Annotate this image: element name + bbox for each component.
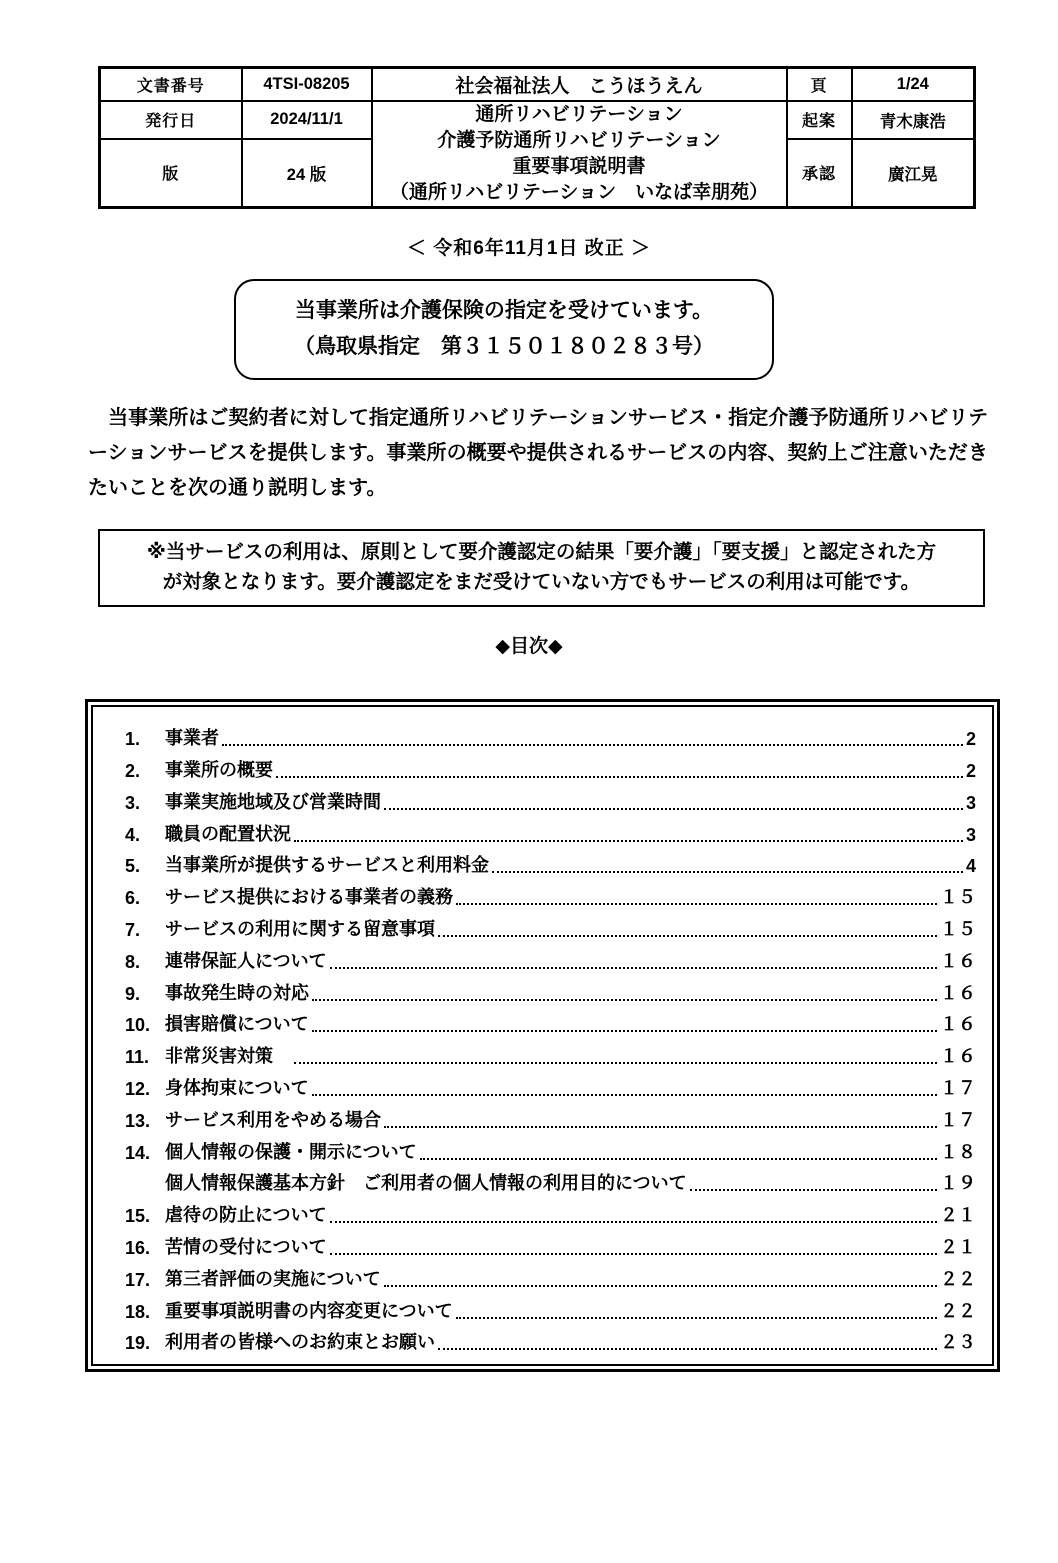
dot-leader [456, 903, 937, 905]
toc-item-13 [125, 1100, 976, 1132]
document-title-line4: （通所リハビリテーション いなば幸朋苑） [389, 181, 769, 203]
dot-leader [690, 1189, 937, 1191]
toc-item-number: 12. [125, 1079, 151, 1100]
toc-item-page: 4 [965, 856, 976, 877]
toc-item-19 [125, 1323, 976, 1355]
document-title-line1: 通所リハビリテーション [475, 103, 683, 125]
toc-item-10 [125, 1005, 976, 1037]
insurance-designation-box [234, 279, 774, 380]
toc-item-label: 職員の配置状況 [165, 823, 291, 844]
dot-leader [420, 1158, 937, 1160]
revision-date-line: ＜ 令和6年11月1日 改正 ＞ [406, 237, 652, 259]
version-label: 版 [100, 139, 242, 207]
toc-item-16 [125, 1227, 976, 1259]
toc-item-number: 6. [125, 888, 141, 909]
dot-leader [438, 935, 937, 937]
dot-leader [294, 840, 963, 842]
document-header-table [98, 66, 976, 209]
dot-leader [492, 871, 963, 873]
toc-item-label: 事業所の概要 [165, 760, 273, 781]
toc-item-4 [125, 814, 976, 846]
organization-name: 社会福祉法人 こうほうえん [372, 68, 787, 101]
dot-leader [294, 1062, 937, 1064]
version-value: 24 版 [242, 139, 372, 207]
dot-leader [438, 1348, 937, 1350]
toc-item-label: 事業実施地域及び営業時間 [165, 791, 381, 812]
dot-leader [330, 1253, 937, 1255]
toc-item-page: ２１ [940, 1205, 976, 1226]
dot-leader [312, 1030, 937, 1032]
toc-item-label: サービス提供における事業者の義務 [165, 887, 453, 908]
toc-item-15 [125, 1195, 976, 1227]
toc-item-page: ２２ [940, 1300, 976, 1321]
toc-box [85, 699, 1000, 1373]
toc-item-number: 9. [125, 983, 141, 1004]
toc-item-number: 7. [125, 920, 141, 941]
approver-name: 廣江晃 [852, 139, 975, 207]
toc-item-1 [125, 719, 976, 751]
toc-item-page: ２２ [940, 1268, 976, 1289]
toc-item-label: サービスの利用に関する留意事項 [165, 919, 435, 940]
toc-item-number: 8. [125, 951, 141, 972]
toc-item-number: 13. [125, 1110, 151, 1131]
dot-leader [384, 808, 963, 810]
dot-leader [330, 967, 937, 969]
toc-item-11 [125, 1036, 976, 1068]
issue-date-value: 2024/11/1 [242, 101, 372, 140]
toc-item-label: 第三者評価の実施について [165, 1268, 381, 1289]
toc-item-page: ２１ [940, 1237, 976, 1258]
toc-item-label: 虐待の防止について [165, 1205, 327, 1226]
eligibility-notice-box [98, 529, 985, 607]
toc-item-page: 3 [965, 824, 976, 845]
toc-item-label: サービス利用をやめる場合 [165, 1109, 381, 1130]
toc-item-label: 非常災害対策 [165, 1046, 291, 1067]
toc-item-page: １６ [940, 982, 976, 1003]
toc-item-page: 3 [965, 792, 976, 813]
toc-item-label: 重要事項説明書の内容変更について [165, 1300, 453, 1321]
toc-item-14 [125, 1132, 976, 1164]
toc-item-17 [125, 1259, 976, 1291]
toc-item-number: 14. [125, 1142, 151, 1163]
doc-number-label: 文書番号 [100, 68, 242, 101]
toc-item-number: 10. [125, 1015, 151, 1036]
toc-item-number: 15. [125, 1206, 151, 1227]
toc-item-label: 利用者の皆様へのお約束とお願い [165, 1332, 435, 1353]
toc-item-label: 事業者 [165, 728, 219, 749]
issue-date-label: 発行日 [100, 101, 242, 140]
page-label: 頁 [787, 68, 852, 101]
toc-item-page: １８ [940, 1141, 976, 1162]
document-title-cell [372, 101, 787, 208]
toc-item-label: 身体拘束について [165, 1078, 309, 1099]
toc-item-12 [125, 1068, 976, 1100]
toc-item-page: １７ [940, 1109, 976, 1130]
toc-item-page: １５ [940, 887, 976, 908]
dot-leader [384, 1285, 937, 1287]
draft-author: 青木康浩 [852, 101, 975, 140]
eligibility-notice-line2: が対象となります。要介護認定をまだ受けていない方でもサービスの利用は可能です。 [162, 570, 921, 593]
draft-label: 起案 [787, 101, 852, 140]
toc-heading: ◆目次◆ [495, 635, 563, 657]
dot-leader [384, 1126, 937, 1128]
toc-item-label: 苦情の受付について [165, 1237, 327, 1258]
eligibility-notice-line1: ※当サービスの利用は、原則として要介護認定の結果「要介護」「要支援」と認定された方 [146, 540, 937, 563]
document-page [0, 66, 1058, 1563]
toc-item-number: 11. [125, 1047, 150, 1068]
toc-item-number: 16. [125, 1238, 151, 1259]
document-title-line2: 介護予防通所リハビリテーション [437, 129, 721, 151]
approval-label: 承認 [787, 139, 852, 207]
toc-item-page: １９ [940, 1173, 976, 1194]
toc-item-number: 3. [125, 792, 141, 813]
document-title-line3: 重要事項説明書 [512, 155, 646, 177]
toc-item-page: １５ [940, 919, 976, 940]
toc-item-number: 17. [125, 1269, 151, 1290]
toc-item-number: 19. [125, 1333, 151, 1354]
dot-leader [456, 1317, 937, 1319]
toc-item-label: 損害賠償について [165, 1014, 309, 1035]
toc-subitem-14 [125, 1164, 976, 1196]
dot-leader [312, 999, 937, 1001]
toc-item-page: 2 [965, 729, 976, 750]
toc-item-page: １６ [940, 950, 976, 971]
toc-item-number: 2. [125, 761, 141, 782]
toc-item-2 [125, 750, 976, 782]
toc-item-number: 5. [125, 856, 141, 877]
toc-item-page: １６ [940, 1046, 976, 1067]
page-value: 1/24 [852, 68, 975, 101]
toc-item-3 [125, 782, 976, 814]
dot-leader [312, 1094, 937, 1096]
toc-list [91, 705, 994, 1367]
dot-leader [330, 1221, 937, 1223]
toc-item-label: 事故発生時の対応 [165, 982, 309, 1003]
toc-item-number: 4. [125, 824, 141, 845]
toc-item-page: ２３ [940, 1332, 976, 1353]
toc-item-6 [125, 877, 976, 909]
toc-item-number: 18. [125, 1301, 151, 1322]
toc-item-label: 当事業所が提供するサービスと利用料金 [165, 855, 489, 876]
toc-item-number: 1. [125, 729, 141, 750]
toc-item-page: １７ [940, 1078, 976, 1099]
toc-item-label: 連帯保証人について [165, 950, 327, 971]
dot-leader [222, 744, 963, 746]
intro-paragraph: 当事業所はご契約者に対して指定通所リハビリテーションサービス・指定介護予防通所リハビリテーションサービスを提供します。事業所の概要や提供されるサービスの内容、契約上ご注意いただきたいことを次の通り説明します。 [88, 406, 988, 499]
designation-number: （鳥取県指定 第３１５０１８０２８３号） [294, 334, 714, 358]
toc-item-page: １６ [940, 1014, 976, 1035]
toc-item-label: 個人情報の保護・開示について [165, 1141, 417, 1162]
toc-item-5 [125, 846, 976, 878]
designation-statement: 当事業所は介護保険の指定を受けています。 [294, 298, 714, 322]
toc-item-page: 2 [965, 761, 976, 782]
doc-number-value: 4TSI-08205 [242, 68, 372, 101]
toc-item-label: 個人情報保護基本方針 ご利用者の個人情報の利用目的について [165, 1173, 687, 1194]
dot-leader [276, 776, 963, 778]
toc-item-7 [125, 909, 976, 941]
toc-item-8 [125, 941, 976, 973]
toc-item-9 [125, 973, 976, 1005]
toc-item-18 [125, 1291, 976, 1323]
